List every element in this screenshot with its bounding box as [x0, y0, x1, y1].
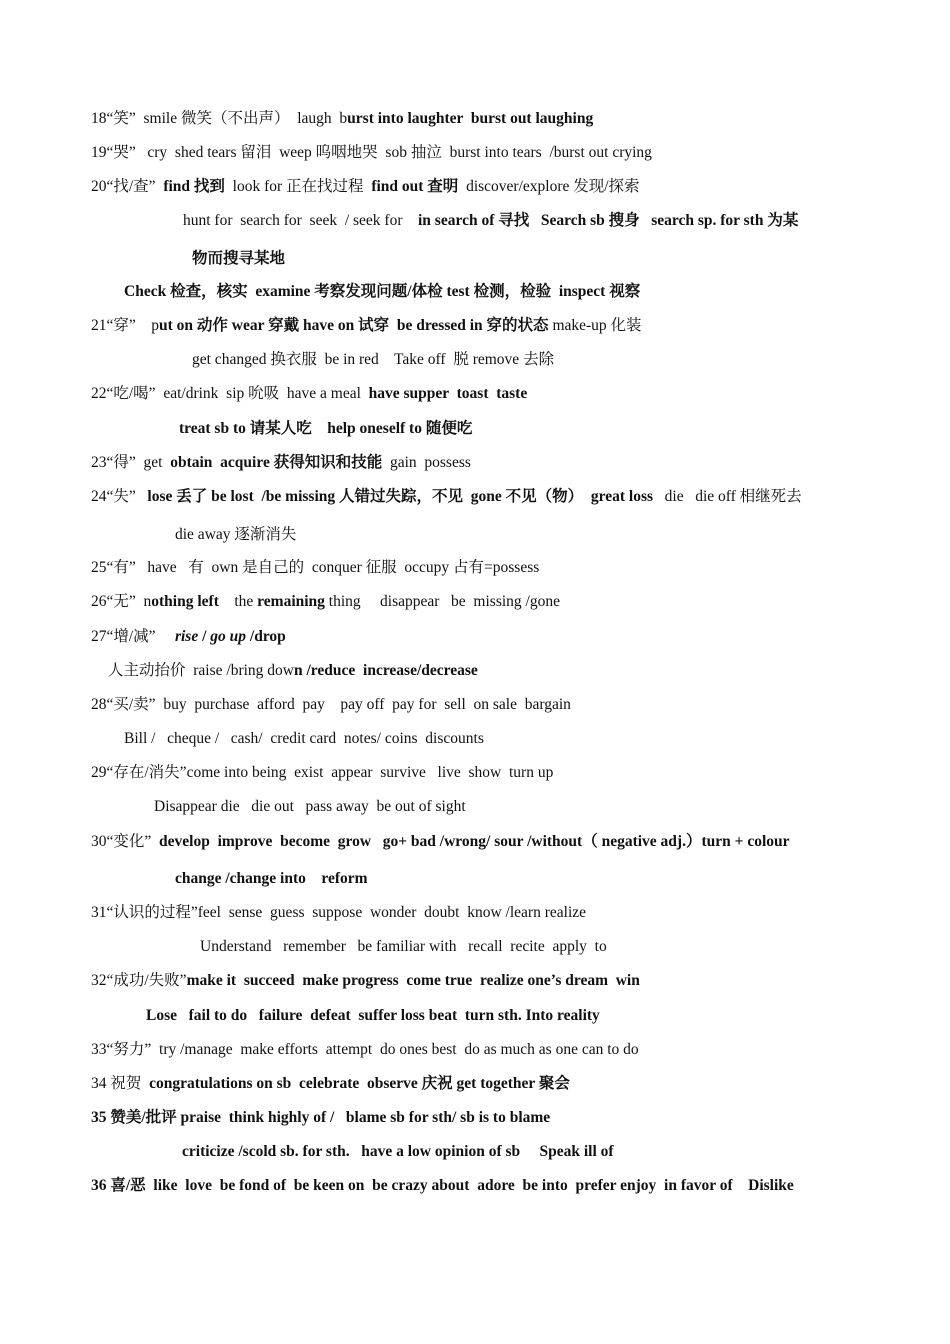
- line-18-laugh: [91, 109, 593, 129]
- text-segment: Disappear die die out pass away be out of sight: [154, 798, 466, 815]
- text-segment: 31“认识的过程”feel sense guess suppose wonder doubt know /learn realize: [91, 904, 587, 921]
- line-25-have: [91, 558, 539, 578]
- line-31-understand: [200, 937, 607, 957]
- text-segment: 35 赞美/批评 praise think highly of / blame sb for sth/ sb is to blame: [91, 1109, 551, 1126]
- text-segment: criticize /scold sb. for sth. have a low opinion of sb Speak ill of: [182, 1143, 614, 1160]
- text-segment: 27“增/减”: [91, 628, 175, 645]
- text-segment: /drop: [246, 628, 286, 645]
- text-segment: in search of 寻找 Search sb 搜身 search sp. for sth 为某: [418, 212, 799, 229]
- text-segment: lose 丢了 be lost /be missing 人错过失踪，不见 gone 不见（物） great loss: [147, 488, 654, 505]
- text-segment: look for 正在找过程: [224, 178, 372, 195]
- text-segment: 19“哭” cry shed tears 留泪 weep 呜咽地哭 sob 抽泣 burst into tears /burst out crying: [91, 144, 652, 161]
- text-segment: find out 查明: [371, 178, 459, 195]
- text-segment: ut on 动作 wear 穿戴 have on 试穿 be dressed in 穿的状态: [159, 317, 549, 334]
- line-22-eat: [91, 384, 527, 404]
- text-segment: go up: [210, 628, 247, 645]
- text-segment: 20“找/查”: [91, 178, 164, 195]
- text-segment: 36 喜/恶 like love be fond of be keen on be crazy about adore be into prefer enjoy in favor of Dislike: [91, 1177, 794, 1194]
- text-segment: 人主动抬价 raise /bring dow: [108, 662, 294, 679]
- line-32-lose: [146, 1006, 600, 1026]
- text-segment: othing left: [151, 593, 219, 610]
- text-segment: change /change into reform: [175, 870, 368, 887]
- text-segment: 30“变化”: [91, 833, 160, 850]
- line-33-try: [91, 1040, 639, 1060]
- text-segment: 25“有” have 有 own 是自己的 conquer 征服 occupy 占有=possess: [91, 559, 540, 576]
- text-segment: hunt for search for seek / seek for: [183, 212, 418, 229]
- text-segment: 物而搜寻某地: [192, 250, 286, 267]
- text-segment: 26“无” n: [91, 593, 152, 610]
- line-21-wear: [91, 316, 642, 336]
- text-segment: 28“买/卖” buy purchase afford pay pay off pay for sell on sale bargain: [91, 696, 571, 713]
- text-segment: Check 检查，核实 examine 考察发现问题/体检 test 检测，检验 inspect 视察: [124, 283, 641, 300]
- text-segment: the: [218, 593, 258, 610]
- text-segment: 24“失”: [91, 488, 148, 505]
- text-segment: 29“存在/消失”come into being exist appear survive live show turn up: [91, 764, 554, 781]
- line-28-buy: [91, 695, 571, 715]
- text-segment: have supper toast taste: [368, 385, 528, 402]
- line-26-nothing: [91, 592, 560, 612]
- text-segment: thing disappear be missing /gone: [324, 593, 560, 610]
- line-22-treat: [179, 419, 472, 439]
- line-21-changed: [192, 350, 554, 370]
- text-segment: 34 祝贺: [91, 1075, 150, 1092]
- text-segment: make it succeed make progress come true realize one’s dream win: [186, 972, 640, 989]
- line-20-hunt: [183, 211, 798, 231]
- line-36-like: [91, 1176, 794, 1196]
- text-segment: die away 逐渐消失: [175, 526, 297, 543]
- line-30-change: [175, 869, 368, 889]
- text-segment: congratulations on sb celebrate observe 庆祝 get together 聚会: [149, 1075, 570, 1092]
- line-30-develop: [91, 832, 790, 852]
- line-20-cont: [192, 249, 285, 269]
- line-29-exist: [91, 763, 553, 783]
- line-35-criticize: [182, 1142, 614, 1162]
- text-segment: 32“成功/失败”: [91, 972, 187, 989]
- text-segment: remaining: [257, 593, 325, 610]
- text-segment: get changed 换衣服 be in red Take off 脱 remove 去除: [192, 351, 555, 368]
- text-segment: treat sb to 请某人吃 help oneself to 随便吃: [179, 420, 473, 437]
- text-segment: 23“得” get: [91, 454, 171, 471]
- line-27-rise: [91, 627, 286, 647]
- text-segment: 22“吃/喝” eat/drink sip 吮吸 have a meal: [91, 385, 369, 402]
- line-31-feel: [91, 903, 586, 923]
- text-segment: n /reduce increase/decrease: [293, 662, 478, 679]
- text-segment: Understand remember be familiar with recall recite apply to: [200, 938, 607, 955]
- text-segment: discover/explore 发现/探索: [458, 178, 640, 195]
- text-segment: urst into laughter burst out laughing: [347, 110, 594, 127]
- text-segment: obtain acquire 获得知识和技能: [170, 454, 383, 471]
- text-segment: die die off 相继死去: [653, 488, 802, 505]
- line-35-praise: [91, 1108, 550, 1128]
- line-27-raise: [108, 661, 478, 681]
- text-segment: Lose fail to do failure defeat suffer loss beat turn sth. Into reality: [146, 1007, 600, 1024]
- text-segment: rise: [174, 628, 199, 645]
- line-24-lose: [91, 487, 802, 507]
- text-segment: /: [198, 628, 211, 645]
- text-segment: 33“努力” try /manage make efforts attempt do ones best do as much as one can to do: [91, 1041, 639, 1058]
- text-segment: develop improve become grow go+ bad /wrong/ sour /without（ negative adj.）turn + colour: [159, 833, 790, 850]
- line-20-find: [91, 177, 640, 197]
- text-segment: 18“笑” smile 微笑（不出声） laugh b: [91, 110, 348, 127]
- line-23-get: [91, 453, 471, 473]
- text-segment: find 找到: [163, 178, 225, 195]
- text-segment: Bill / cheque / cash/ credit card notes/ coins discounts: [124, 730, 484, 747]
- text-segment: gain possess: [382, 454, 471, 471]
- line-29-disappear: [154, 797, 466, 817]
- line-28-bill: [124, 729, 484, 749]
- text-segment: 21“穿” p: [91, 317, 160, 334]
- text-segment: make-up 化装: [548, 317, 642, 334]
- line-20-check: [124, 282, 640, 302]
- line-34-celebrate: [91, 1074, 570, 1094]
- line-19-cry: [91, 143, 652, 163]
- line-32-succeed: [91, 971, 640, 991]
- line-24-die-away: [175, 525, 296, 545]
